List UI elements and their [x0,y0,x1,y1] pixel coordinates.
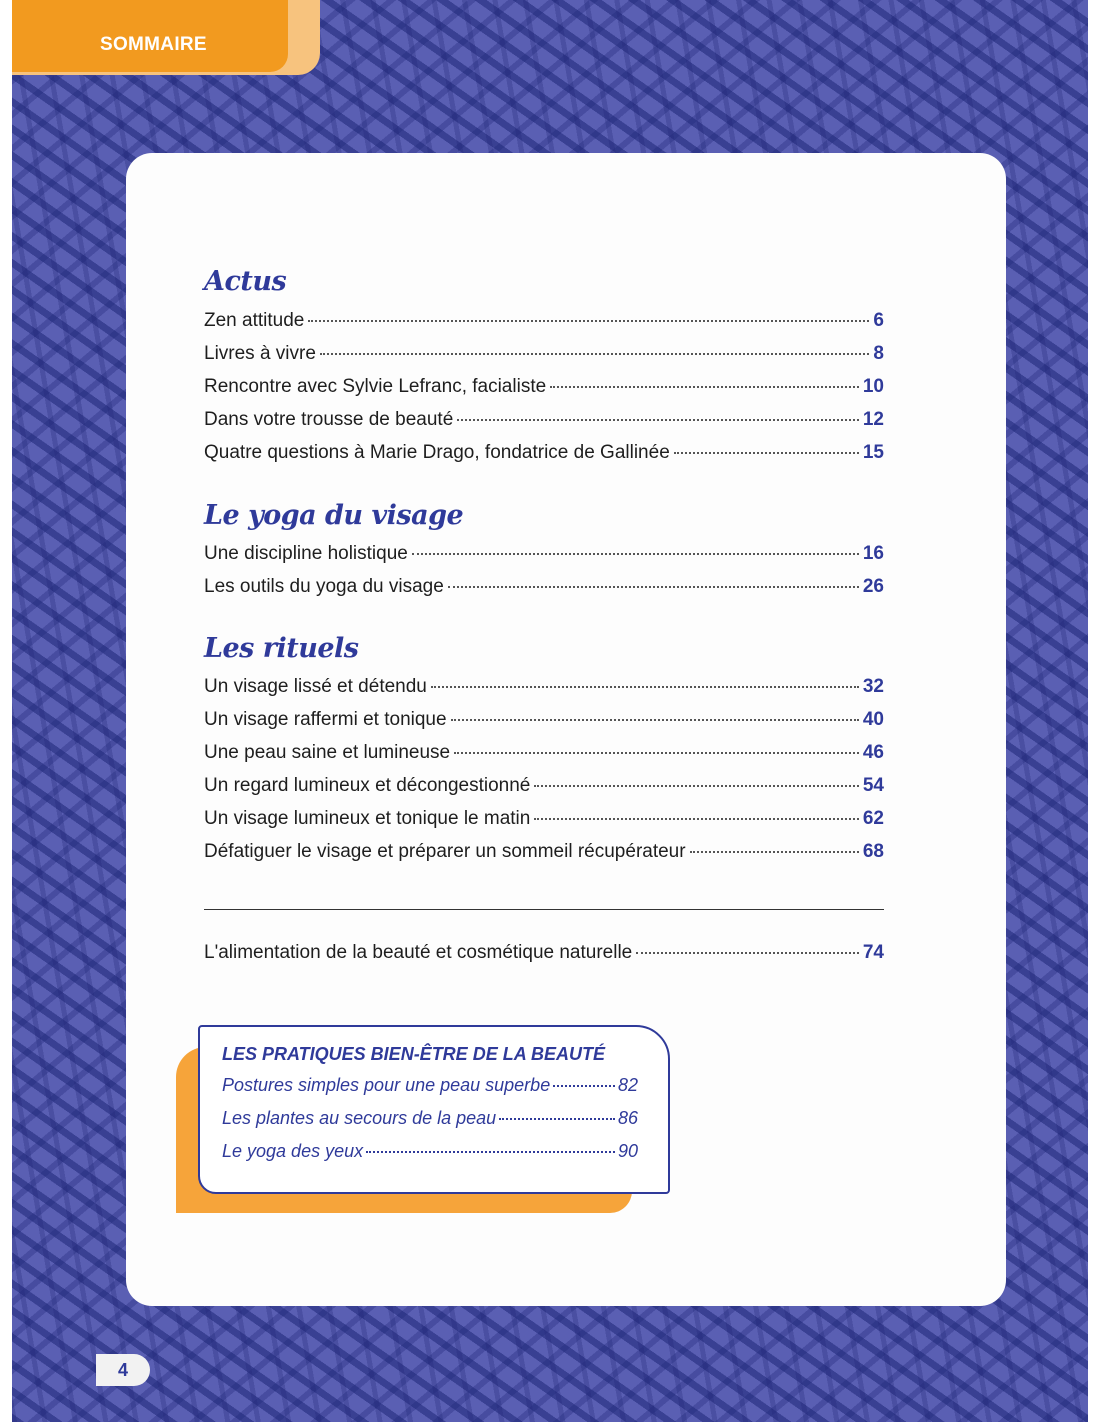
dot-leader [636,952,859,954]
toc-entry-title: Une peau saine et lumineuse [204,742,451,763]
toc-entry-page: 62 [862,808,884,829]
pratiques-entry[interactable] [222,1141,638,1167]
pratiques-entry[interactable] [222,1075,638,1101]
pratiques-entry-page: 82 [617,1075,638,1095]
toc-entry-page: 26 [862,576,884,597]
toc-entry[interactable] [204,543,884,571]
toc-entry-title: Un visage lumineux et tonique le matin [204,808,531,829]
toc-entry-title: Les outils du yoga du visage [204,576,444,597]
pratiques-entry-page: 90 [617,1141,638,1161]
dot-leader [674,452,859,454]
toc-entry-page: 74 [862,942,884,963]
dot-leader [308,320,869,322]
toc-entry[interactable] [204,709,884,737]
dot-leader [534,785,858,787]
page-number: 4 [96,1354,150,1386]
toc-entry-page: 40 [862,709,884,730]
toc-entry[interactable] [204,343,884,371]
pratiques-entry-title: Le yoga des yeux [222,1141,364,1161]
toc-entry-title: Défatiguer le visage et préparer un sommeil récupérateur [204,841,686,862]
dot-leader [499,1118,615,1120]
dot-leader [690,851,859,853]
toc-entry-title: Un visage lissé et détendu [204,676,427,697]
section-heading-yoga-du-visage: Le yoga du visage [204,500,464,531]
toc-entry[interactable] [204,942,884,970]
section-heading-actus: Actus [204,266,287,297]
toc-entry[interactable] [204,310,884,338]
header-tab-label: SOMMAIRE [100,34,207,55]
dot-leader [451,719,859,721]
toc-entry-page: 46 [862,742,884,763]
toc-entry-title: Dans votre trousse de beauté [204,409,454,430]
section-heading-rituels: Les rituels [204,633,359,664]
toc-entry-title: Rencontre avec Sylvie Lefranc, facialiste [204,376,547,397]
pratiques-entry[interactable] [222,1108,638,1134]
toc-entry-page: 68 [862,841,884,862]
dot-leader [550,386,859,388]
toc-entry[interactable] [204,841,884,869]
pratiques-entry-title: Les plantes au secours de la peau [222,1108,497,1128]
toc-entry-page: 32 [862,676,884,697]
toc-entry-page: 8 [873,343,884,364]
toc-entry-title: Un visage raffermi et tonique [204,709,447,730]
dot-leader [553,1085,615,1087]
dot-leader [448,586,859,588]
toc-entry-title: Un regard lumineux et décongestionné [204,775,531,796]
toc-entry[interactable] [204,775,884,803]
dot-leader [454,752,859,754]
dot-leader [412,553,859,555]
toc-entry[interactable] [204,376,884,404]
pratiques-entry-title: Postures simples pour une peau superbe [222,1075,551,1095]
toc-entry-title: Livres à vivre [204,343,316,364]
dot-leader [320,353,870,355]
toc-entry[interactable] [204,808,884,836]
toc-entry-page: 6 [873,310,884,331]
pratiques-entry-page: 86 [617,1108,638,1128]
divider [204,909,884,910]
toc-entry-page: 10 [862,376,884,397]
toc-entry-title: L'alimentation de la beauté et cosmétique naturelle [204,942,633,963]
dot-leader [457,419,859,421]
toc-entry-title: Quatre questions à Marie Drago, fondatrice de Gallinée [204,442,670,463]
toc-entry[interactable] [204,409,884,437]
toc-entry[interactable] [204,742,884,770]
toc-entry-title: Zen attitude [204,310,305,331]
toc-entry[interactable] [204,676,884,704]
dot-leader [431,686,859,688]
pratiques-title: LES PRATIQUES BIEN-ÊTRE DE LA BEAUTÉ [222,1044,606,1064]
toc-entry-page: 54 [862,775,884,796]
toc-entry-title: Une discipline holistique [204,543,408,564]
dot-leader [366,1151,615,1153]
toc-entry-page: 16 [862,543,884,564]
dot-leader [534,818,859,820]
toc-entry[interactable] [204,576,884,604]
toc-entry-page: 12 [862,409,884,430]
toc-entry-page: 15 [862,442,884,463]
toc-entry[interactable] [204,442,884,470]
